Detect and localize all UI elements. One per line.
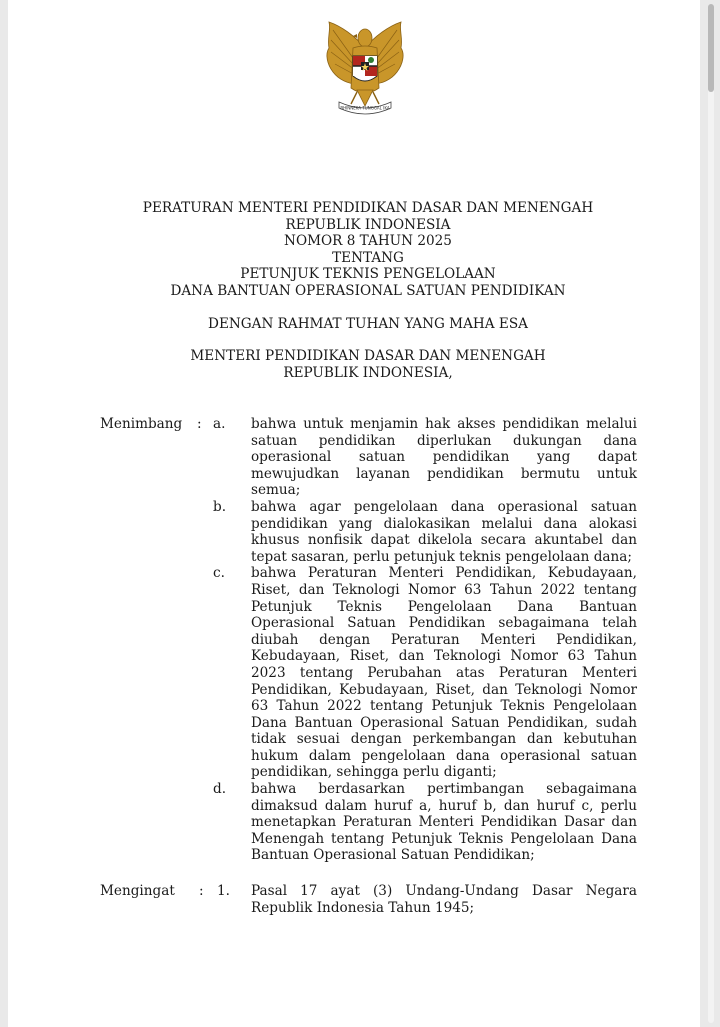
- item-text: [251, 416, 637, 499]
- heading-line: TENTANG: [332, 249, 404, 266]
- text-line: bahwa untuk menjamin hak akses pendidikan melalui: [251, 416, 637, 432]
- heading-line: NOMOR 8 TAHUN 2025: [284, 233, 452, 250]
- item-text: [251, 499, 637, 565]
- text-line: bahwa Peraturan Menteri Pendidikan, Kebudayaan,: [251, 565, 637, 582]
- item-text: [251, 781, 637, 864]
- text-line: Menengah tentang Petunjuk Teknis Pengelolaan Dana: [251, 830, 637, 847]
- item-marker: 1.: [217, 883, 230, 899]
- item-marker: d.: [213, 781, 227, 798]
- document-page: [8, 0, 700, 1027]
- vertical-scrollbar[interactable]: [708, 4, 714, 1023]
- heading-line: PETUNJUK TEKNIS PENGELOLAAN: [240, 266, 496, 283]
- text-line: pendidikan yang dialokasikan melalui dana alokasi: [251, 515, 637, 532]
- text-line: Republik Indonesia Tahun 1945;: [251, 899, 475, 916]
- minister-line: REPUBLIK INDONESIA,: [283, 364, 453, 381]
- text-line: Operasional Satuan Pendidikan sebagaimana telah: [251, 615, 637, 632]
- text-line: 63 Tahun 2022 tentang Petunjuk Teknis Pengelolaan: [251, 698, 637, 715]
- text-line: Kebudayaan, Riset, dan Teknologi Nomor 63 Tahun: [251, 648, 637, 665]
- scrollbar-thumb[interactable]: [708, 4, 714, 92]
- text-line: menetapkan Peraturan Menteri Pendidikan Dasar dan: [251, 814, 637, 831]
- menimbang-item-b: [100, 499, 640, 565]
- text-line: mewujudkan layanan pendidikan bermutu untuk: [251, 465, 637, 482]
- text-line: semua;: [251, 482, 301, 499]
- mengingat-colon: :: [199, 883, 204, 899]
- item-marker: b.: [213, 498, 227, 515]
- mengingat-item-1: [100, 883, 640, 916]
- text-line: dimaksud dalam huruf a, huruf b, dan huruf c, perlu: [251, 797, 637, 814]
- text-line: satuan pendidikan diperlukan dukungan dana: [251, 432, 637, 449]
- heading-line: REPUBLIK INDONESIA: [285, 216, 451, 233]
- item-marker: a.: [213, 416, 226, 432]
- menimbang-item-d: [100, 781, 640, 864]
- item-text: [251, 565, 637, 781]
- text-line: Pasal 17 ayat (3) Undang-Undang Dasar Negara: [251, 883, 637, 899]
- text-line: Bantuan Operasional Satuan Pendidikan;: [251, 847, 535, 864]
- menimbang-section: [100, 416, 640, 864]
- text-line: tidak sesuai dengan perkembangan dan kebutuhan: [251, 731, 637, 748]
- heading-line: DANA BANTUAN OPERASIONAL SATUAN PENDIDIKAN: [170, 282, 566, 299]
- heading-line: PERATURAN MENTERI PENDIDIKAN DASAR DAN MENENGAH: [142, 200, 594, 216]
- blessing-line: DENGAN RAHMAT TUHAN YANG MAHA ESA: [208, 315, 528, 332]
- text-line: 2023 tentang Perubahan atas Peraturan Menteri: [251, 664, 637, 681]
- text-line: diubah dengan Peraturan Menteri Pendidikan,: [251, 631, 637, 648]
- text-line: bahwa agar pengelolaan dana operasional satuan: [251, 498, 637, 515]
- text-line: hukum dalam pengelolaan dana operasional satuan: [251, 747, 637, 764]
- regulation-heading: [68, 200, 668, 381]
- emblem-motto: BHINNEKA TUNGGAL IKA: [340, 105, 390, 111]
- text-line: Petunjuk Teknis Pengelolaan Dana Bantuan: [251, 598, 637, 615]
- garuda-emblem-icon: [319, 18, 411, 116]
- item-marker: c.: [213, 565, 225, 582]
- minister-line: MENTERI PENDIDIKAN DASAR DAN MENENGAH: [190, 348, 546, 365]
- text-line: operasional satuan pendidikan yang dapat: [251, 449, 637, 466]
- text-line: khusus nonfisik dapat dikelola secara akuntabel dan: [251, 532, 637, 549]
- menimbang-item-a: [100, 416, 640, 499]
- text-line: Riset, dan Teknologi Nomor 63 Tahun 2022 tentang: [251, 581, 637, 598]
- menimbang-label: Menimbang: [100, 416, 183, 432]
- menimbang-colon: :: [197, 416, 202, 432]
- mengingat-label: Mengingat: [100, 883, 175, 899]
- text-line: pendidikan, sehingga perlu diganti;: [251, 764, 497, 781]
- text-line: Pendidikan, Kebudayaan, Riset, dan Teknologi Nomor: [251, 681, 637, 698]
- item-text: [251, 883, 637, 916]
- text-line: tepat sasaran, perlu petunjuk teknis pengelolaan dana;: [251, 548, 632, 565]
- menimbang-item-c: [100, 565, 640, 781]
- text-line: bahwa berdasarkan pertimbangan sebagaimana: [251, 781, 637, 798]
- mengingat-section: [100, 883, 640, 916]
- text-line: Dana Bantuan Operasional Satuan Pendidikan, sudah: [251, 714, 637, 731]
